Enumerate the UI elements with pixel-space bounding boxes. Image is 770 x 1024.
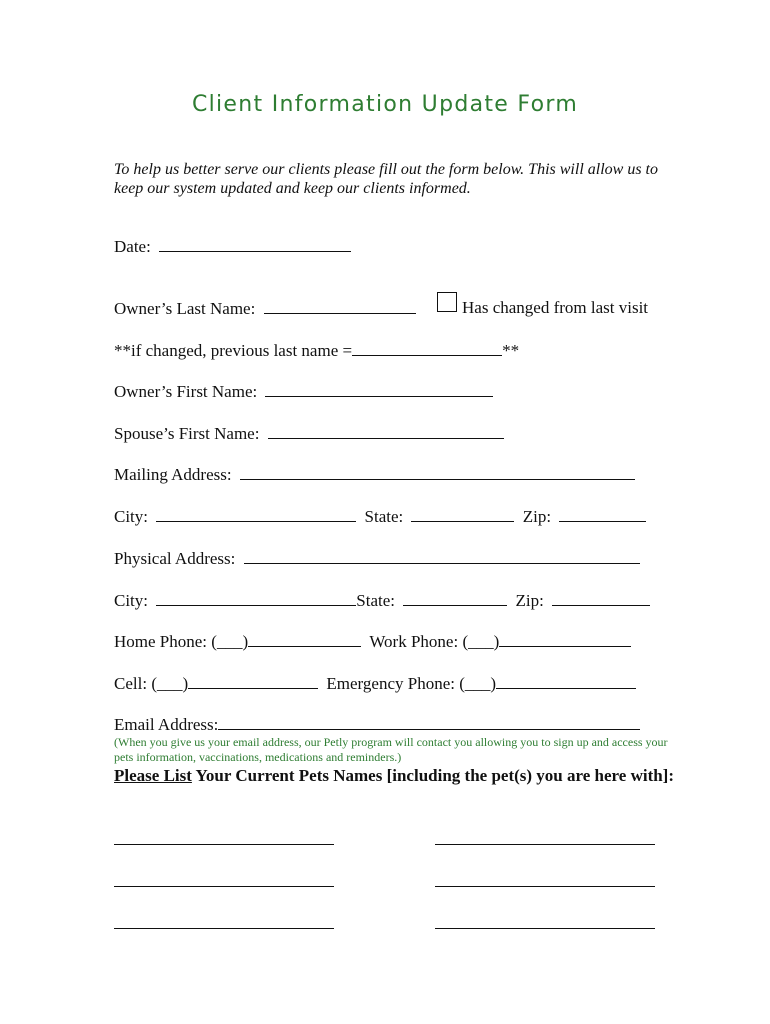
- owner-last-row: [114, 298, 416, 319]
- owner-last-label: Owner’s Last Name:: [114, 299, 256, 318]
- physical-address-row: [114, 548, 640, 569]
- email-field[interactable]: [218, 714, 640, 730]
- mailing-city-label: City:: [114, 507, 149, 526]
- home-phone-field[interactable]: [248, 631, 361, 647]
- previous-name-label: **if changed, previous last name =: [114, 341, 353, 360]
- owner-first-field[interactable]: [265, 381, 493, 397]
- physical-state-field[interactable]: [403, 590, 507, 606]
- email-note: (When you give us your email address, our Petly program will contact you allowing you to sign up and access your pets information, vaccinations, medications and reminders.): [114, 735, 668, 764]
- previous-name-suffix: **: [502, 341, 520, 360]
- emergency-phone-label: Emergency Phone:: [326, 674, 455, 693]
- pets-heading: [114, 766, 674, 786]
- pet-name-line[interactable]: [435, 928, 655, 929]
- mailing-city-field[interactable]: [156, 506, 356, 522]
- date-row: [114, 236, 351, 257]
- spouse-first-label: Spouse’s First Name:: [114, 424, 260, 443]
- pet-name-line[interactable]: [114, 844, 334, 845]
- previous-name-field[interactable]: [352, 340, 502, 356]
- cell-label: Cell:: [114, 674, 148, 693]
- date-label: Date:: [114, 237, 151, 256]
- mailing-address-field[interactable]: [240, 464, 635, 480]
- physical-address-field[interactable]: [244, 548, 640, 564]
- pets-heading-rest: Your Current Pets Names [including the pet(s) you are here with]:: [191, 766, 675, 785]
- physical-state-label: State:: [356, 591, 395, 610]
- mailing-address-row: [114, 464, 635, 485]
- mailing-zip-label: Zip:: [522, 507, 552, 526]
- pets-heading-underlined: Please List: [114, 766, 192, 785]
- mailing-state-label: State:: [364, 507, 404, 526]
- intro-text: To help us better serve our clients please fill out the form below. This will allow us to keep our system updated and keep our clients informed.: [114, 161, 658, 197]
- cell-field[interactable]: [188, 673, 318, 689]
- physical-city-label: City:: [114, 591, 149, 610]
- mailing-state-field[interactable]: [411, 506, 514, 522]
- work-phone-label: Work Phone:: [369, 632, 459, 651]
- form-title: Client Information Update Form: [191, 92, 579, 117]
- physical-city-field[interactable]: [156, 590, 356, 606]
- name-changed-label: Has changed from last visit: [462, 298, 649, 317]
- emergency-phone-field[interactable]: [496, 673, 636, 689]
- owner-last-field[interactable]: [264, 298, 416, 314]
- phone-row: [114, 631, 631, 652]
- owner-first-label: Owner’s First Name:: [114, 382, 258, 401]
- pet-name-line[interactable]: [435, 886, 655, 887]
- emergency-phone-area-code: (___): [459, 674, 497, 693]
- home-phone-label: Home Phone:: [114, 632, 208, 651]
- mailing-city-row: [114, 506, 646, 527]
- pet-name-line[interactable]: [114, 928, 334, 929]
- owner-first-row: [114, 381, 493, 402]
- physical-zip-label: Zip:: [515, 591, 544, 610]
- previous-name-row: [114, 340, 519, 361]
- work-phone-field[interactable]: [499, 631, 631, 647]
- physical-zip-field[interactable]: [552, 590, 650, 606]
- spouse-first-row: [114, 423, 504, 444]
- name-changed-checkbox[interactable]: [437, 292, 457, 312]
- email-label: Email Address:: [114, 715, 219, 734]
- mailing-address-label: Mailing Address:: [114, 465, 232, 484]
- cell-area-code: (___): [151, 674, 189, 693]
- physical-city-row: [114, 590, 650, 611]
- pet-name-line[interactable]: [114, 886, 334, 887]
- work-phone-area-code: (___): [462, 632, 500, 651]
- email-row: [114, 714, 640, 735]
- home-phone-area-code: (___): [211, 632, 249, 651]
- mailing-zip-field[interactable]: [559, 506, 646, 522]
- spouse-first-field[interactable]: [268, 423, 504, 439]
- pet-name-line[interactable]: [435, 844, 655, 845]
- cell-row: [114, 673, 636, 694]
- physical-address-label: Physical Address:: [114, 549, 236, 568]
- date-field[interactable]: [159, 236, 351, 252]
